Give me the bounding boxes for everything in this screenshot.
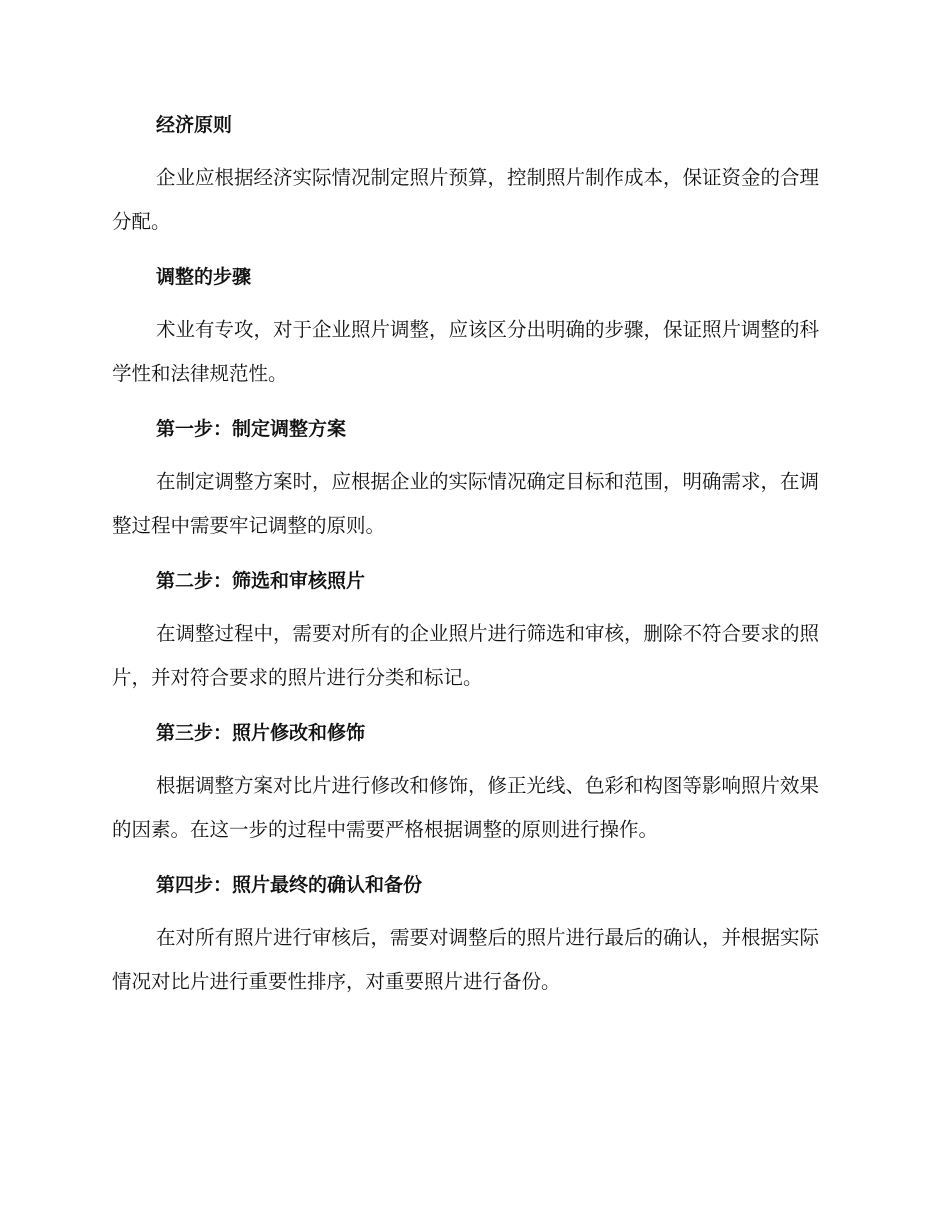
section-paragraph-adjustment-steps: 术业有专攻，对于企业照片调整，应该区分出明确的步骤，保证照片调整的科学性和法律规范性。 [112, 318, 820, 385]
section-paragraph-step-four: 在对所有照片进行审核后，需要对调整后的照片进行最后的确认，并根据实际情况对比片进行重要性排序，对重要照片进行备份。 [112, 926, 820, 993]
section-paragraph-economic-principle: 企业应根据经济实际情况制定照片预算，控制照片制作成本，保证资金的合理分配。 [112, 166, 820, 233]
section-heading-adjustment-steps: 调整的步骤 [156, 266, 252, 288]
section-paragraph-step-two: 在调整过程中，需要对所有的企业照片进行筛选和审核，删除不符合要求的照片，并对符合要求的照片进行分类和标记。 [112, 622, 820, 689]
section-heading-step-two: 第二步：筛选和审核照片 [156, 570, 366, 592]
section-heading-economic-principle: 经济原则 [156, 114, 233, 136]
section-heading-step-three: 第三步：照片修改和修饰 [156, 722, 366, 744]
section-heading-step-one: 第一步：制定调整方案 [156, 418, 347, 440]
section-paragraph-step-three: 根据调整方案对比片进行修改和修饰，修正光线、色彩和构图等影响照片效果的因素。在这一步的过程中需要严格根据调整的原则进行操作。 [112, 774, 820, 841]
section-paragraph-step-one: 在制定调整方案时，应根据企业的实际情况确定目标和范围，明确需求，在调整过程中需要牢记调整的原则。 [112, 470, 820, 537]
section-heading-step-four: 第四步：照片最终的确认和备份 [156, 874, 423, 896]
